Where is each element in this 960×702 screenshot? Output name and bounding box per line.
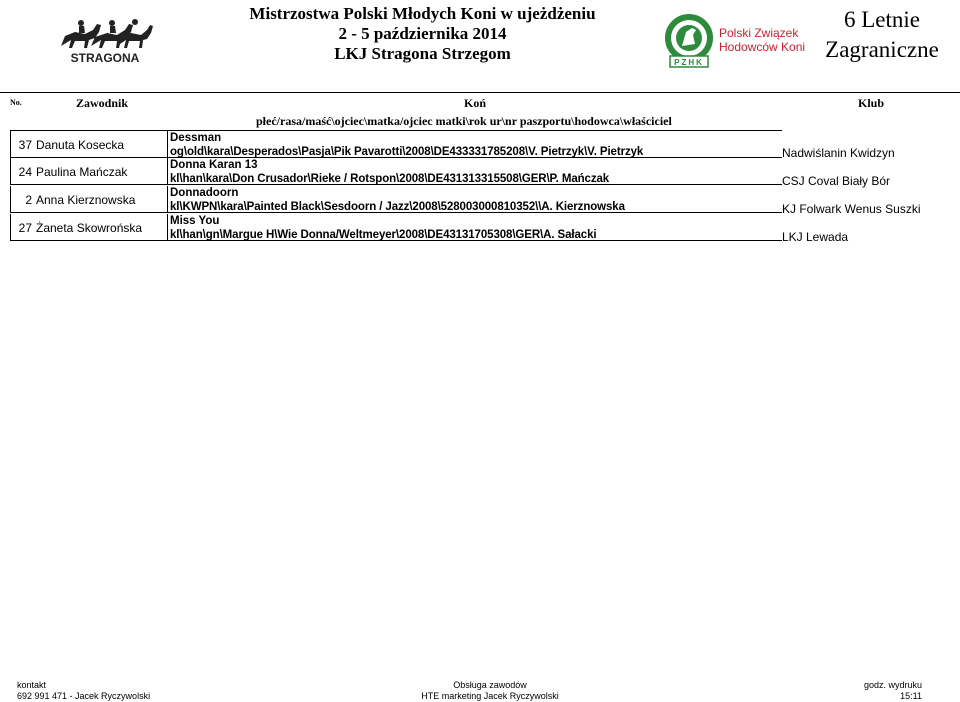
- stragona-logo-text: STRAGONA: [70, 51, 140, 65]
- start-number: 37: [18, 138, 32, 152]
- footer-contact-value: 692 991 471 - Jacek Ryczywolski: [17, 691, 151, 701]
- club-name: Nadwiślanin Kwidzyn: [782, 146, 895, 160]
- column-subheader-horse-details: płeć/rasa/maść\ojciec\matka/ojciec matki\rok ur\nr paszportu\hodowca\właściciel: [256, 114, 672, 128]
- footer-contact-label: kontakt: [17, 680, 47, 690]
- column-header-club: Klub: [858, 96, 885, 110]
- title-line-3: LKJ Stragona Strzegom: [334, 44, 511, 63]
- footer-print-time: [840, 680, 922, 702]
- horse-name: Donnadoorn: [170, 187, 239, 199]
- pzhk-name-line-1: Polski Związek: [719, 26, 799, 40]
- start-list-table: [10, 130, 960, 242]
- horse-details: kl\han\kara\Don Crusador\Rieke / Rotspon\2008\DE431313315508\GER\P. Mańczak: [170, 173, 610, 185]
- pzhk-logo: [664, 10, 814, 70]
- rider-name: Żaneta Skowrońska: [36, 221, 143, 235]
- footer-print-value: 15:11: [900, 691, 922, 701]
- column-header-no: No.: [10, 98, 22, 107]
- horse-name: Miss You: [170, 215, 220, 227]
- start-number: 2: [25, 193, 32, 207]
- column-header-rider: Zawodnik: [76, 96, 129, 110]
- horse-details: kl\KWPN\kara\Painted Black\Sesdoorn / Jazz\2008\528003000810352\\A. Kierznowska: [170, 201, 625, 213]
- rider-name: Danuta Kosecka: [36, 138, 125, 152]
- club-name: LKJ Lewada: [782, 230, 849, 244]
- club-name: CSJ Coval Biały Bór: [782, 174, 891, 188]
- title-line-2: 2 - 5 października 2014: [338, 24, 507, 43]
- footer-service: [410, 680, 570, 702]
- club-name: KJ Folwark Wenus Suszki: [782, 202, 921, 216]
- horse-details: og\old\kara\Desperados\Pasja\Pik Pavarotti\2008\DE433331785208\V. Pietrzyk\V. Pietrzyk: [170, 146, 644, 158]
- rider-name: Paulina Mańczak: [36, 165, 128, 179]
- footer-service-value: HTE marketing Jacek Ryczywolski: [421, 691, 559, 701]
- start-number: 24: [18, 165, 32, 179]
- pzhk-name-line-2: Hodowców Koni: [719, 40, 806, 54]
- title-line-1: Mistrzostwa Polski Młodych Koni w ujeżdżeniu: [249, 4, 596, 23]
- table-row: [10, 130, 960, 158]
- column-header-horse: Koń: [464, 96, 487, 110]
- event-category: [812, 5, 952, 65]
- footer-contact: [17, 680, 150, 702]
- event-line-1: 6 Letnie: [844, 7, 920, 32]
- competition-title: [215, 4, 630, 64]
- event-line-2: Zagraniczne: [825, 37, 939, 62]
- footer-print-label: godz. wydruku: [863, 680, 922, 690]
- table-row: [10, 214, 960, 242]
- table-row: [10, 158, 960, 186]
- header-divider: [0, 92, 960, 93]
- footer-service-label: Obsługa zawodów: [453, 680, 527, 690]
- start-number: 27: [18, 221, 32, 235]
- horse-name: Donna Karan 13: [170, 159, 258, 171]
- table-row: [10, 186, 960, 214]
- stragona-logo: [55, 10, 155, 66]
- pzhk-badge-text: PZHK: [674, 58, 704, 67]
- horse-details: kl\han\gn\Margue H\Wie Donna/Weltmeyer\2008\DE43131705308\GER\A. Sałacki: [170, 229, 597, 241]
- rider-name: Anna Kierznowska: [36, 193, 136, 207]
- horse-name: Dessman: [170, 132, 222, 144]
